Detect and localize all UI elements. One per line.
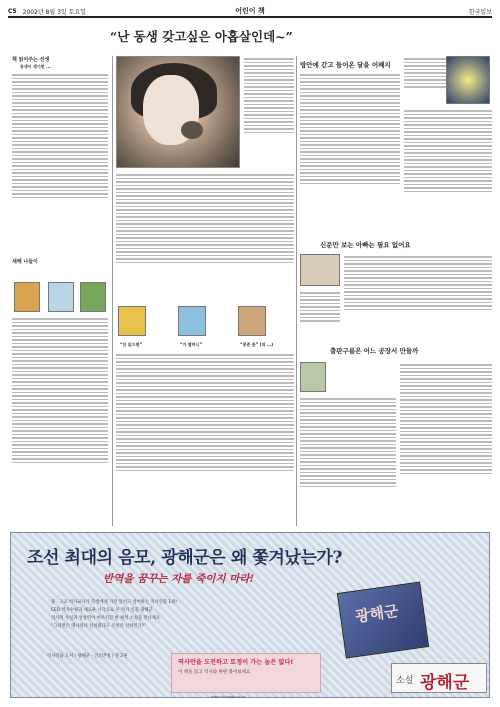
book-cover-image xyxy=(300,254,340,286)
left-box-heading: 새해 나들이 xyxy=(12,259,38,265)
center-subhead: “봉준 관” (의 ...) xyxy=(240,342,274,347)
right-bottom-text-2 xyxy=(400,362,492,526)
ad-title: 조선 최대의 음모, 광해군은 왜 쫓겨났는가? xyxy=(27,548,343,568)
book-cover-image xyxy=(300,362,326,392)
left-box-text xyxy=(12,316,108,526)
ad-pink-title: 역사만을 도전하고 토정이 가는 놈은 없다! xyxy=(178,659,294,666)
book-cover-image xyxy=(48,282,74,312)
ad-pink-sub: 이 책을 읽고 역사와 한판 붙어보세요 xyxy=(178,670,251,675)
right-top-text xyxy=(300,72,400,232)
book-advertisement[interactable] xyxy=(10,532,490,698)
ad-copy-line: 역사적 사실과 상상력이 어우러진 한 편의 소설을 만나세요 xyxy=(51,616,161,621)
ad-copy-line: 중 · 고교 역사교사가 학생에게 가장 읽히고 싶어하는 역사인물 1위! xyxy=(51,600,178,605)
right-mid-text-2 xyxy=(300,290,340,338)
ad-book-image xyxy=(337,581,429,658)
column-rule xyxy=(112,56,113,526)
right-bottom-text xyxy=(300,396,396,526)
left-subhead: 동생이 생기면 ... xyxy=(20,64,51,69)
ad-novel-label: 소설 xyxy=(396,676,414,686)
center-body-text xyxy=(116,172,294,302)
column-rule xyxy=(296,56,297,526)
ad-novel-title: 광해군 xyxy=(420,673,470,693)
paper-name: 한국일보 xyxy=(468,8,492,16)
center-subhead: “안 읽으면” xyxy=(120,342,143,347)
center-lower-text xyxy=(116,352,294,526)
main-headline: “난 동생 갖고싶은 아홉살인데~” xyxy=(110,29,293,44)
issue-date: 2002년 8월 3일 토요일 xyxy=(22,8,86,16)
ad-copy xyxy=(51,599,311,631)
section-title: 어린이 책 xyxy=(235,7,265,15)
book-cover-image xyxy=(178,306,206,336)
left-body-text xyxy=(12,72,108,252)
book-cover-image xyxy=(118,306,146,336)
right-top-headline: 방안에 갇고 들어온 달을 어째지 xyxy=(300,61,391,69)
right-top-text-3 xyxy=(404,108,492,232)
right-mid-headline: 신문만 보는 아빠는 필요 없어요 xyxy=(320,241,411,249)
ad-book-title: 광해군 xyxy=(354,601,400,626)
ad-url[interactable]: www.chungdo.co.kr xyxy=(211,695,246,699)
book-cover-image xyxy=(80,282,106,312)
author-byline: 책 읽어주는 선생 xyxy=(12,57,50,63)
right-bottom-headline: 출판구름은 어느 공장서 만들까 xyxy=(330,347,419,355)
center-subhead: “가 할머니” xyxy=(180,342,203,347)
book-cover-image xyxy=(238,306,266,336)
ad-copy-line: CEO 역사수필과 새로운 시각으로 본 역사 인물 광해군 xyxy=(51,608,153,613)
ad-subtitle: 반역을 꿈꾸는 자를 죽이지 마라! xyxy=(103,573,255,585)
book-cover-image xyxy=(14,282,40,312)
center-right-text xyxy=(244,56,294,168)
ad-info: 역사학습 도서 / 광해군 · 인조반정 / 전 2권 xyxy=(47,654,128,659)
ad-copy-line: “그러면은 명나라의 신하였다구 조선의 신하인가?” xyxy=(51,624,147,629)
page-number: C5 xyxy=(8,7,17,15)
right-mid-text xyxy=(344,254,492,338)
ad-pink-box xyxy=(171,653,321,693)
ad-novel-logo xyxy=(391,663,487,693)
right-top-text-2 xyxy=(404,56,446,104)
book-cover-image xyxy=(446,56,490,104)
page-header xyxy=(8,6,492,18)
book-illustration-photo xyxy=(116,56,240,168)
